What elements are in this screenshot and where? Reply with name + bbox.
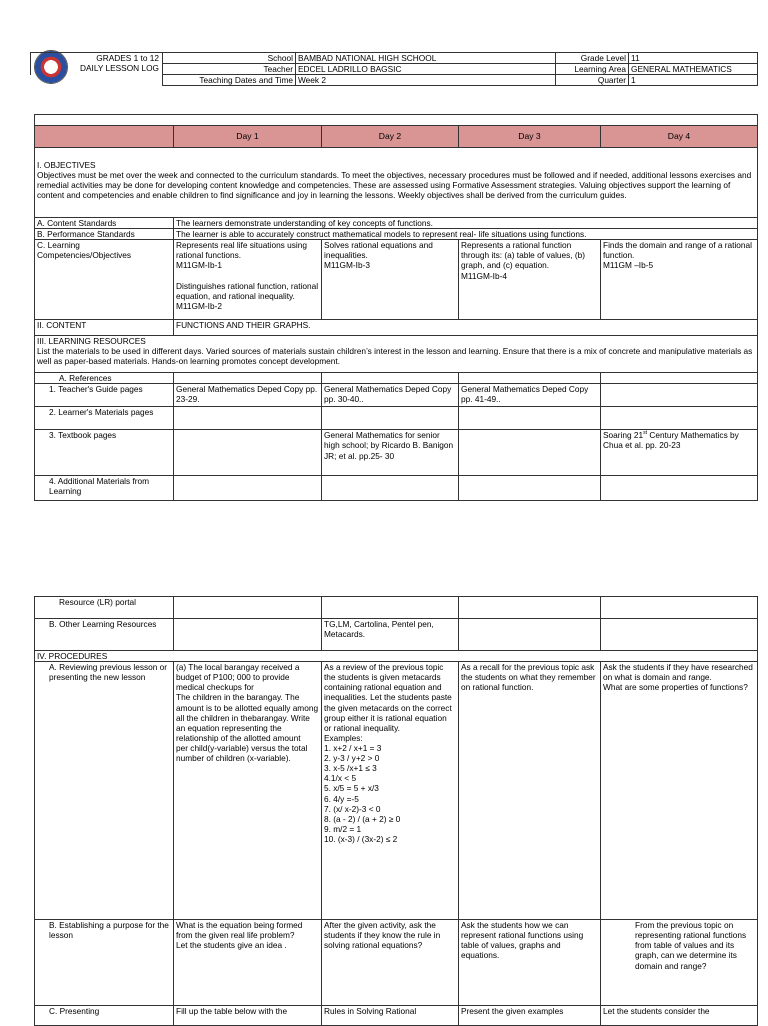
teacher-label: Teacher — [163, 64, 296, 75]
presenting-label: C. Presenting — [35, 1006, 174, 1026]
content-value: FUNCTIONS AND THEIR GRAPHS. — [174, 320, 758, 336]
grade-value: 11 — [629, 53, 758, 64]
learning-resources-heading: III. LEARNING RESOURCES — [37, 336, 146, 347]
purpose-day3: Ask the students how we can represent rational functions using table of values, graphs and equations. — [459, 920, 601, 1006]
review-day3: As a recall for the previous topic ask the students on what they remember on rational function. — [459, 662, 601, 920]
review-day4: Ask the students if they have researched on what is domain and range. What are some properties of functions? — [601, 662, 758, 920]
day-header-4: Day 4 — [601, 126, 758, 148]
presenting-day4: Let the students consider the — [601, 1006, 758, 1026]
other-resources-label: B. Other Learning Resources — [35, 619, 174, 651]
content-label: II. CONTENT — [35, 320, 174, 336]
purpose-day4: From the previous topic on representing rational functions from table of values and its graph, can we determine its domain and range? — [601, 920, 758, 1006]
quarter-value: 1 — [629, 75, 758, 86]
presenting-day1: Fill up the table below with the — [174, 1006, 322, 1026]
review-day1: (a) The local barangay received a budget of P100; 000 to provide medical checkups for The children in the barangay. The amount is to be allotted equally among all the children in thebarangay. Write an equation representing the relationship of the allotted amount per child(y-variable) versus the total number of children (x-variable). — [174, 662, 322, 920]
textbook-day2: General Mathematics for senior high school; by Ricardo B. Banigon JR; et al. pp.25- 30 — [322, 430, 459, 476]
objectives-heading: I. OBJECTIVES — [37, 160, 96, 170]
teacher-guide-label: 1. Teacher's Guide pages — [35, 384, 174, 407]
purpose-day2: After the given activity, ask the students if they know the rule in solving rational equations? — [322, 920, 459, 1006]
additional-materials-label: 4. Additional Materials from Learning — [35, 476, 174, 501]
other-resources-day2: TG,LM, Cartolina, Pentel pen, Metacards. — [322, 619, 459, 651]
objectives-text: Objectives must be met over the week and connected to the curriculum standards. To meet the objectives, necessary procedures must be followed and if needed, additional lessons exercises and remedial activities may be done for developing content knowledge and competencies. These are assessed using Formative Assessment strategies. Valuing objectives support the learning of content and competencies and enable children to find significance and joy in learning the lessons. Weekly objectives shall be derived from the curriculum guides. — [37, 170, 752, 201]
lesson-log-table-page1 — [34, 114, 758, 501]
day-header-blank — [35, 126, 174, 148]
dates-value: Week 2 — [296, 75, 556, 86]
presenting-day3: Present the given examples — [459, 1006, 601, 1026]
dates-label: Teaching Dates and Time — [163, 75, 296, 86]
teacher-guide-day2: General Mathematics Deped Copy pp. 30-40.. — [322, 384, 459, 407]
performance-standards-value: The learner is able to accurately construct mathematical models to represent real- life situations using functions. — [174, 229, 758, 240]
references-label: A. References — [35, 373, 174, 384]
title-line1: GRADES 1 to 12 — [96, 53, 159, 63]
review-day2: As a review of the previous topic the students is given metacards containing rational equation and inequalities. Let the students paste the given metacards on the correct group either it is rational equation or rational inequality. Examples: 1. x+2 / x+1 = 3 2. y-3 / y+2 > 0 3. x-5 /x+1 ≤ 3 4.1/x < 5 5. x/5 = 5 + x/3 6. 4/y =-5 7. (x/ x-2)-3 < 0 8. (a - 2) / (a + 2) ≥ 0 9. m/2 = 1 10. (x-3) / (3x-2) ≤ 2 — [322, 662, 459, 920]
textbook-label: 3. Textbook pages — [35, 430, 174, 476]
day-header-3: Day 3 — [459, 126, 601, 148]
performance-standards-label: B. Performance Standards — [35, 229, 174, 240]
review-label: A. Reviewing previous lesson or presenting the new lesson — [35, 662, 174, 920]
school-label: School — [163, 53, 296, 64]
teacher-guide-day1: General Mathematics Deped Copy pp. 23-29. — [174, 384, 322, 407]
content-standards-label: A. Content Standards — [35, 218, 174, 229]
area-label: Learning Area — [556, 64, 629, 75]
additional-materials-label-cont: Resource (LR) portal — [35, 597, 174, 619]
day-header-1: Day 1 — [174, 126, 322, 148]
title-line2: DAILY LESSON LOG — [79, 63, 159, 74]
area-value: GENERAL MATHEMATICS — [629, 64, 758, 75]
header-table — [30, 52, 758, 86]
grade-label: Grade Level — [556, 53, 629, 64]
competencies-day1: Represents real life situations using rational functions. M11GM-Ib-1 Distinguishes rational function, rational equation, and rational inequality. M11GM-Ib-2 — [174, 240, 322, 320]
competencies-day4: Finds the domain and range of a rational function. M11GM –Ib-5 — [601, 240, 758, 320]
textbook-day4: Soaring 21st Century Mathematics by Chua et al. pp. 20-23 — [601, 430, 758, 476]
competencies-day3: Represents a rational function through its: (a) table of values, (b) graph, and (c) equation. M11GM-Ib-4 — [459, 240, 601, 320]
procedures-heading: IV. PROCEDURES — [35, 651, 758, 662]
day-header-2: Day 2 — [322, 126, 459, 148]
competencies-day2: Solves rational equations and inequalities. M11GM-Ib-3 — [322, 240, 459, 320]
lesson-log-table-page2 — [34, 596, 758, 1026]
learning-resources-text: List the materials to be used in different days. Varied sources of materials sustain children’s interest in the lesson and learning. Ensure that there is a mix of concrete and manipulative materials as well as paper-based materials. Hands-on learning promotes concept development. — [37, 346, 753, 367]
school-value: BAMBAD NATIONAL HIGH SCHOOL — [296, 53, 556, 64]
purpose-label: B. Establishing a purpose for the lesson — [35, 920, 174, 1006]
presenting-day2: Rules in Solving Rational — [322, 1006, 459, 1026]
quarter-label: Quarter — [556, 75, 629, 86]
teacher-guide-day3: General Mathematics Deped Copy pp. 41-49.. — [459, 384, 601, 407]
teacher-value: EDCEL LADRILLO BAGSIC — [296, 64, 556, 75]
learner-materials-label: 2. Learner's Materials pages — [35, 407, 174, 430]
competencies-label: C. Learning Competencies/Objectives — [35, 240, 174, 320]
purpose-day1: What is the equation being formed from the given real life problem? Let the students give an idea . — [174, 920, 322, 1006]
content-standards-value: The learners demonstrate understanding of key concepts of functions. — [174, 218, 758, 229]
